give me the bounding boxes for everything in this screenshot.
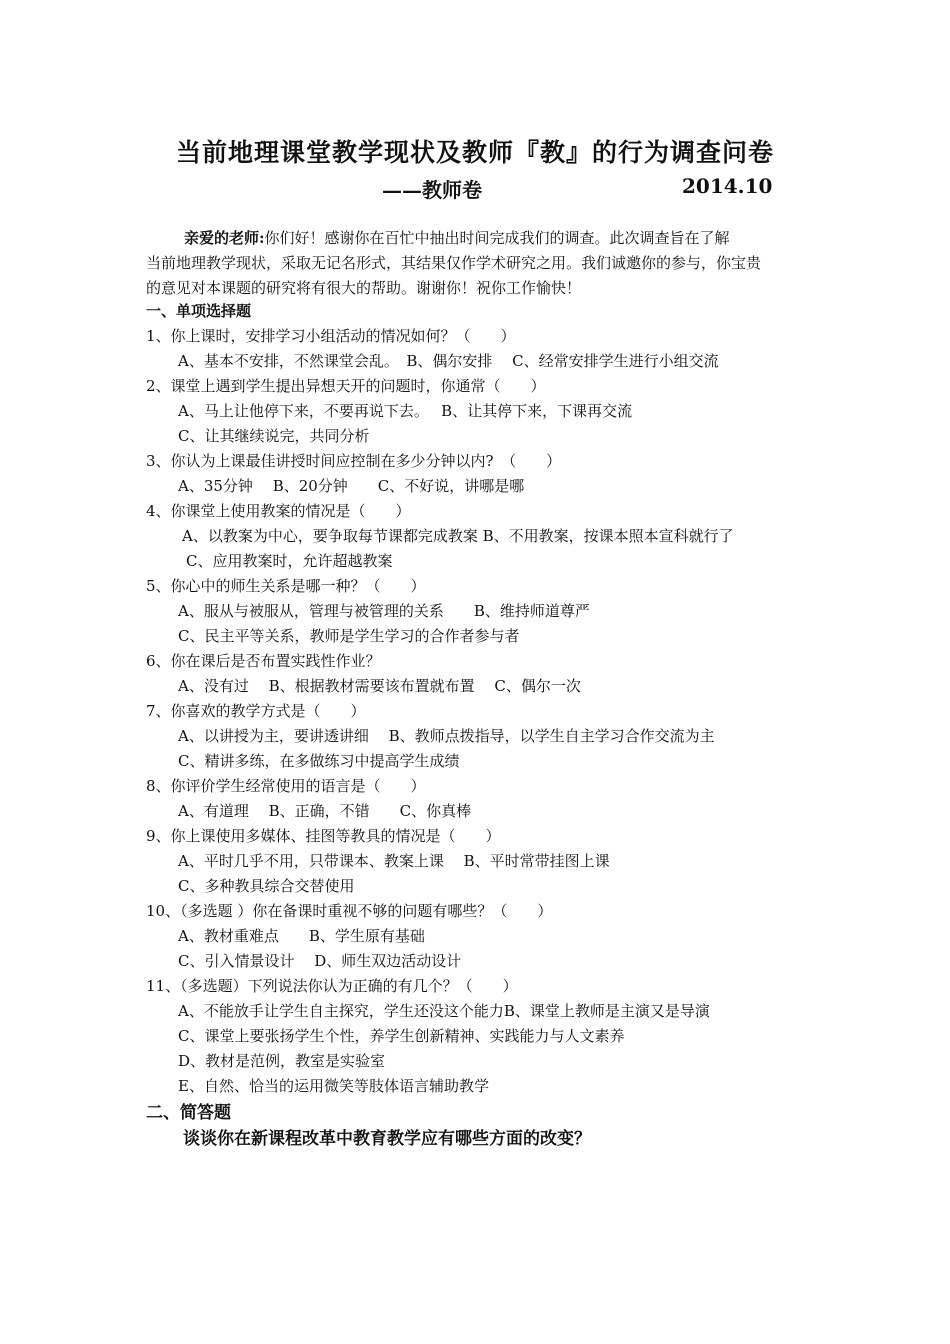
- question-3: 3、你认为上课最佳讲授时间应控制在多少分钟以内? （ ）: [146, 452, 562, 470]
- question-9: 9、你上课使用多媒体、挂图等教具的情况是（ ）: [146, 827, 501, 845]
- document-date: 2014.10: [682, 174, 773, 198]
- question-8: 8、你评价学生经常使用的语言是（ ）: [146, 777, 426, 795]
- options-5b: C、民主平等关系，教师是学生学习的合作者参与者: [178, 627, 520, 645]
- options-2b: C、让其继续说完，共同分析: [178, 427, 370, 445]
- options-11c: C、课堂上要张扬学生个性，养学生创新精神、实践能力与人文素养: [178, 1027, 625, 1045]
- options-11a: A、不能放手让学生自主探究，学生还没这个能力B、课堂上教师是主演又是导演: [178, 1002, 710, 1020]
- question-5: 5、你心中的师生关系是哪一种？（ ）: [146, 577, 426, 595]
- section-heading-choice: 一、单项选择题: [146, 302, 252, 320]
- document-title: 当前地理课堂教学现状及教师『教』的行为调查问卷: [175, 138, 774, 167]
- options-6: A、没有过 B、根据教材需要该布置就布置 C、偶尔一次: [178, 677, 581, 695]
- options-7b: C、精讲多练，在多做练习中提高学生成绩: [178, 752, 460, 770]
- question-11: 11、（多选题）下列说法你认为正确的有几个？（ ）: [146, 977, 518, 995]
- options-10b: C、引入情景设计 D、师生双边活动设计: [178, 952, 462, 970]
- options-5a: A、服从与被服从，管理与被管理的关系 B、维持师道尊严: [178, 602, 590, 620]
- options-4b: C、应用教案时，允许超越教案: [186, 552, 393, 570]
- greeting: 亲爱的老师:: [184, 229, 265, 247]
- options-11d: D、教材是范例，教室是实验室: [178, 1052, 386, 1070]
- question-10: 10、（多选题 ）你在备课时重视不够的问题有哪些？（ ）: [146, 902, 553, 920]
- options-8: A、有道理 B、正确，不错 C、你真棒: [178, 802, 472, 820]
- question-2: 2、课堂上遇到学生提出异想天开的问题时，你通常（ ）: [146, 377, 546, 395]
- options-4a: A、以教案为中心，要争取每节课都完成教案 B、不用教案，按课本照本宣科就行了: [182, 527, 734, 545]
- question-1: 1、你上课时，安排学习小组活动的情况如何？（ ）: [146, 327, 516, 345]
- essay-question: 谈谈你在新课程改革中教育教学应有哪些方面的改变？: [183, 1129, 591, 1149]
- options-1: A、基本不安排，不然课堂会乱。 B、偶尔安排 C、经常安排学生进行小组交流: [178, 352, 719, 370]
- intro-paragraph: [146, 226, 811, 301]
- intro-text-3: 的意见对本课题的研究将有很大的帮助。谢谢你！祝你工作愉快！: [146, 279, 582, 297]
- intro-text-1: 你们好！感谢你在百忙中抽出时间完成我们的调查。此次调查旨在了解: [264, 229, 730, 247]
- document-subtitle: ——教师卷: [382, 178, 482, 202]
- options-7a: A、以讲授为主，要讲透讲细 B、教师点拨指导，以学生自主学习合作交流为主: [178, 727, 715, 745]
- question-4: 4、你课堂上使用教案的情况是（ ）: [146, 502, 411, 520]
- options-3: A、35分钟 B、20分钟 C、不好说，讲哪是哪: [178, 477, 525, 495]
- options-2a: A、马上让他停下来，不要再说下去。 B、让其停下来，下课再交流: [178, 402, 633, 420]
- options-10a: A、教材重难点 B、学生原有基础: [178, 927, 425, 945]
- options-9b: C、多种教具综合交替使用: [178, 877, 355, 895]
- question-7: 7、你喜欢的教学方式是（ ）: [146, 702, 366, 720]
- options-11e: E、自然、恰当的运用微笑等肢体语言辅助教学: [178, 1077, 489, 1095]
- intro-text-2: 当前地理教学现状，采取无记名形式，其结果仅作学术研究之用。我们诚邀你的参与，你宝贵: [146, 254, 762, 272]
- subtitle-row: [382, 174, 773, 203]
- options-9a: A、平时几乎不用，只带课本、教案上课 B、平时常带挂图上课: [178, 852, 610, 870]
- question-6: 6、你在课后是否布置实践性作业？: [146, 652, 381, 670]
- section-heading-short-answer: 二、简答题: [146, 1103, 231, 1123]
